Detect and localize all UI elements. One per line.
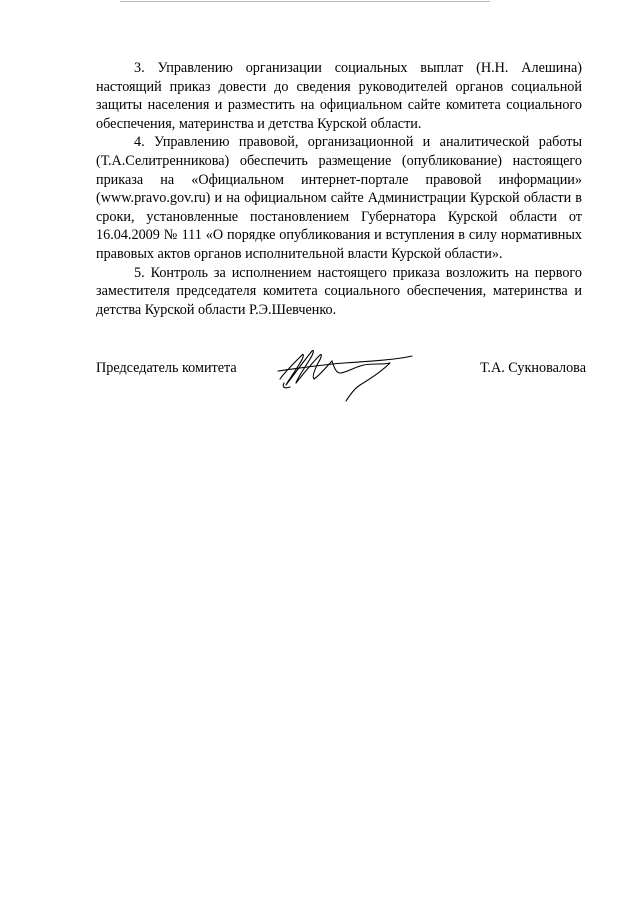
paragraph-4: 4. Управлению правовой, организационной и аналитической работы (Т.А.Селитренникова) обеспечить размещение (опубликование) настоящего приказа на «Официальном интернет-портале правовой информации» (www.pravo.gov.ru) и на официальном сайте Администрации Курской области в сроки, установленные постановлением Губернатора Курской области от 16.04.2009 № 111 «О порядке опубликования и вступления в силу нормативных правовых актов органов исполнительной власти Курской области». [96,134,582,262]
top-rule [120,1,490,2]
paragraph-5: 5. Контроль за исполнением настоящего приказа возложить на первого заместителя председателя комитета социального обеспечения, материнства и детства Курской области Р.Э.Шевченко. [96,264,582,318]
paragraph-3: 3. Управлению организации социальных выплат (Н.Н. Алешина) настоящий приказ довести до сведения руководителей органов социальной защиты населения и разместить на официальном сайте комитета социального обеспечения, материнства и детства Курской области. [96,60,582,132]
signatory-title: Председатель комитета [96,360,237,376]
document-body [96,59,582,319]
handwritten-signature [274,343,414,405]
signatory-name: Т.А. Сукновалова [480,360,586,376]
signature-block [96,355,586,415]
